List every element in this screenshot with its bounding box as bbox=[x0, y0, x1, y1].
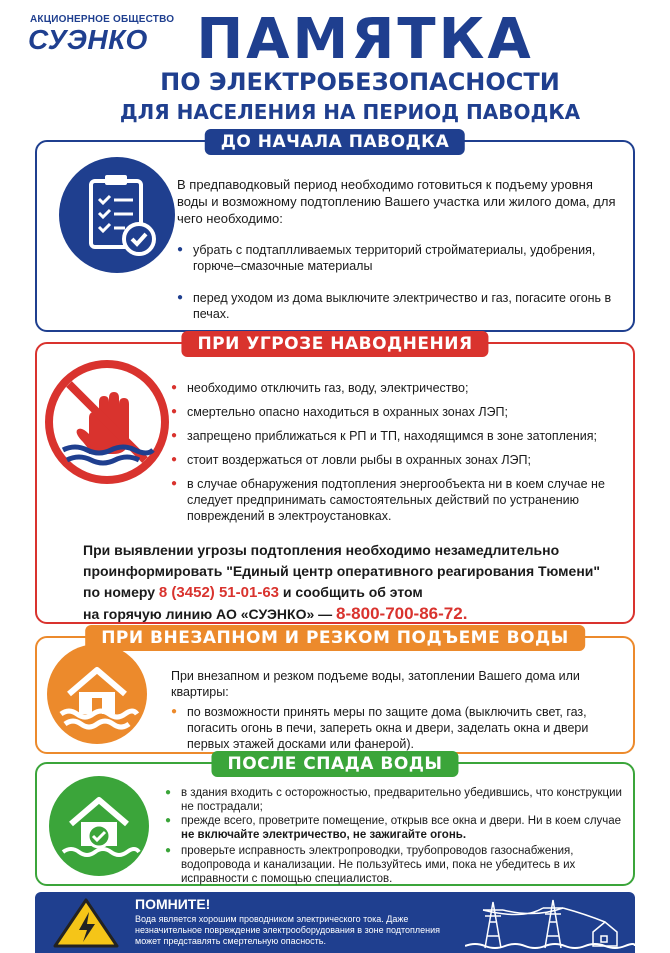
footer-text: Вода является хорошим проводником электрического тока. Даже незначительное повреждение электрооборудования в зоне подтопления может представлять смертельную опасность. bbox=[135, 914, 441, 946]
list-item: ● запрещено приближаться к РП и ТП, находящимся в зоне затопления; bbox=[171, 428, 621, 444]
footer-title: ПОМНИТЕ! bbox=[135, 896, 211, 912]
list-item: ● в случае обнаружения подтопления энергообъекта ни в коем случае не следует предпринимать самостоятельных действий по устранению повреждений в электроустановках. bbox=[171, 476, 621, 524]
header bbox=[0, 0, 670, 135]
company-type: АКЦИОНЕРНОЕ ОБЩЕСТВО bbox=[30, 14, 175, 25]
high-voltage-icon bbox=[51, 896, 121, 950]
section-flood-threat bbox=[35, 334, 635, 624]
alert-line: проинформировать "Единый центр оперативного реагирования Тюмени" bbox=[83, 563, 601, 579]
list-item: ● смертельно опасно находиться в охранных зонах ЛЭП; bbox=[171, 404, 621, 420]
list-item-emphasis: не включайте электричество, не зажигайте огонь. bbox=[181, 829, 467, 841]
list-item: ● в здания входить с осторожностью, предварительно убедившись, что конструкции не пострадали; bbox=[165, 786, 625, 814]
alert-line: При выявлении угрозы подтопления необходимо незамедлительно bbox=[83, 542, 560, 558]
stop-hand-icon bbox=[45, 360, 169, 484]
section-before-flood bbox=[35, 132, 635, 332]
section-intro: В предпаводковый период необходимо готовиться к подъему уровня воды и возможному подтоплению Вашего участка или жилого дома, для чего необходимо: bbox=[177, 177, 616, 226]
list-item: ● необходимо отключить газ, воду, электричество; bbox=[171, 380, 621, 396]
alert-message bbox=[83, 540, 623, 625]
list-item: ● перед уходом из дома выключите электричество и газ, погасите огонь в печах. bbox=[177, 290, 617, 322]
list-item: ● по возможности принять меры по защите дома (выключить свет, газ, погасить огонь в печи, запереть окна и двери, заделать окна и двери первых этажей досками или фанерой). bbox=[171, 704, 621, 752]
list-item-text: прежде всего, проветрите помещение, открыв все окна и двери. Ни в коем случае bbox=[181, 815, 622, 827]
alert-text: на горячую линию АО «СУЭНКО» — bbox=[83, 606, 333, 622]
section-label: ДО НАЧАЛА ПАВОДКА bbox=[205, 129, 465, 155]
checklist-icon bbox=[59, 157, 175, 273]
safe-house-icon bbox=[49, 776, 149, 876]
section-label: ПРИ ВНЕЗАПНОМ И РЕЗКОМ ПОДЪЕМЕ ВОДЫ bbox=[85, 625, 585, 651]
page-title: ПАМЯТКА bbox=[196, 7, 534, 72]
list-item bbox=[165, 814, 625, 842]
phone-number-ecor[interactable]: 8 (3452) 51-01-63 bbox=[158, 584, 280, 601]
list-item: ● проверьте исправность электропроводки, трубопроводов газоснабжения, водопровода и канализации. Не пользуйтесь ими, пока не убедитесь в их исправности с помощью специалистов. bbox=[165, 844, 625, 886]
footer-warning bbox=[35, 892, 635, 953]
section-label: ПРИ УГРОЗЕ НАВОДНЕНИЯ bbox=[181, 331, 488, 357]
phone-number-hotline[interactable]: 8-800-700-86-72. bbox=[336, 604, 468, 623]
section-intro: При внезапном и резком подъеме воды, затоплении Вашего дома или квартиры: bbox=[171, 669, 580, 699]
page-subtitle-2: ДЛЯ НАСЕЛЕНИЯ НА ПЕРИОД ПАВОДКА bbox=[119, 100, 581, 124]
list-item: ● стоит воздержаться от ловли рыбы в охранных зонах ЛЭП; bbox=[171, 452, 621, 468]
alert-line bbox=[83, 582, 623, 603]
alert-text: и сообщить об этом bbox=[282, 584, 423, 600]
power-lines-flood-icon bbox=[465, 892, 635, 953]
page-subtitle-1: ПО ЭЛЕКТРОБЕЗОПАСНОСТИ bbox=[160, 68, 560, 96]
list-item: ● убрать с подтаплливаемых территорий стройматериалы, удобрения, горюче–смазочные материалы bbox=[177, 242, 617, 274]
section-sudden-rise bbox=[35, 628, 635, 754]
flooded-house-icon bbox=[47, 644, 147, 744]
company-logo: СУЭНКО bbox=[28, 24, 148, 55]
section-label: ПОСЛЕ СПАДА ВОДЫ bbox=[211, 751, 458, 777]
alert-line bbox=[83, 603, 623, 625]
alert-text: по номеру bbox=[83, 584, 156, 600]
section-after-flood bbox=[35, 754, 635, 886]
